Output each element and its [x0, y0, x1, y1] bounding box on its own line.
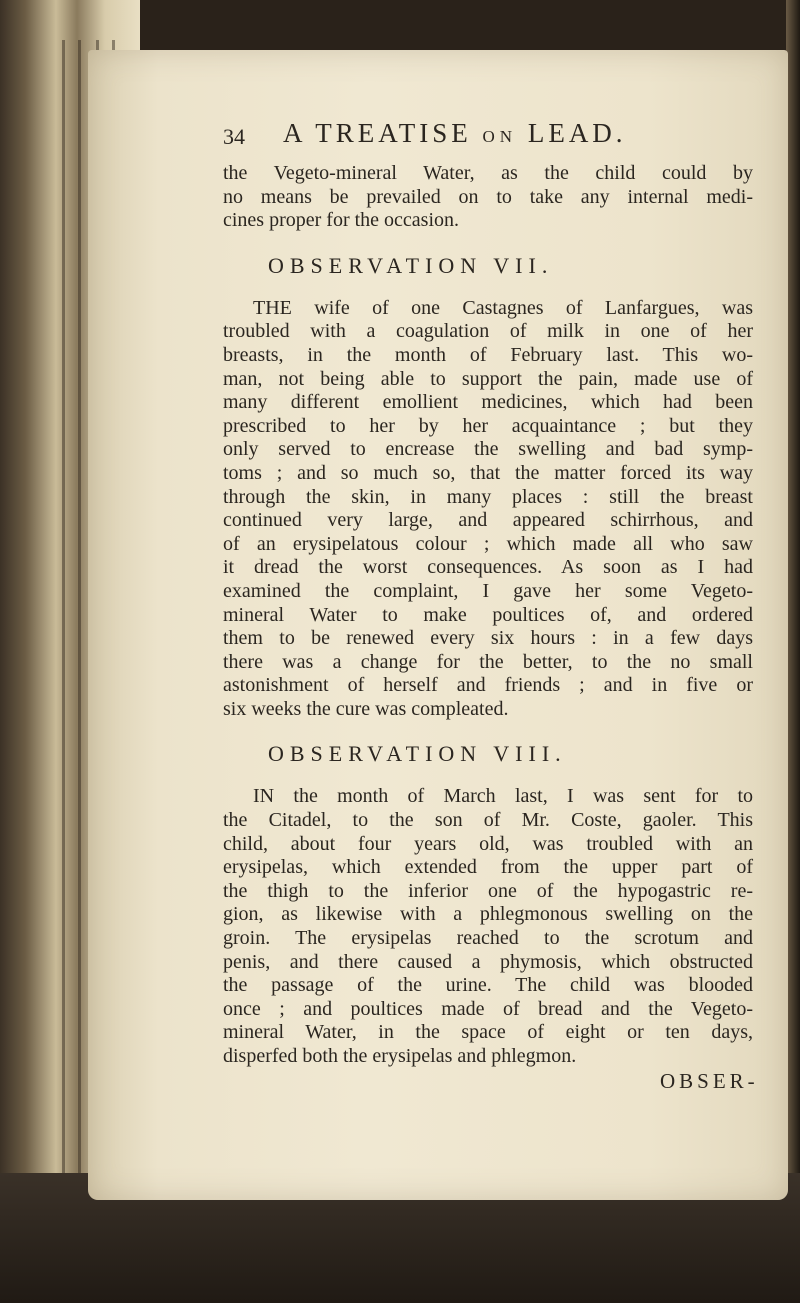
text-line: there was a change for the better, to the no small — [223, 650, 753, 673]
text-line: mineral Water, in the space of eight or ten days, — [223, 1021, 753, 1044]
text-line: toms ; and so much so, that the matter forced its way — [223, 461, 753, 484]
observation-vii-paragraph — [135, 297, 760, 722]
running-title-prefix: A TREATISE — [283, 118, 472, 148]
observation-vii-heading: OBSERVATION VII. — [268, 252, 554, 278]
text-line: IN the month of March last, I was sent for to — [253, 785, 753, 808]
text-line: man, not being able to support the pain, made use of — [223, 367, 753, 390]
text-line: no means be prevailed on to take any internal medi- — [223, 185, 753, 208]
text-line: once ; and poultices made of bread and the Vegeto- — [223, 997, 753, 1020]
opening-paragraph — [135, 162, 760, 233]
catchword: OBSER- — [660, 1068, 759, 1093]
text-block — [135, 118, 760, 1094]
text-line: groin. The erysipelas reached to the scrotum and — [223, 927, 753, 950]
text-line: penis, and there caused a phymosis, which obstructed — [223, 950, 753, 973]
text-line: erysipelas, which extended from the upper part of — [223, 856, 753, 879]
observation-viii-heading: OBSERVATION VIII. — [268, 741, 567, 767]
text-line: the passage of the urine. The child was blooded — [223, 974, 753, 997]
text-line: examined the complaint, I gave her some Vegeto- — [223, 579, 753, 602]
running-title — [283, 118, 627, 149]
text-line: prescribed to her by her acquaintance ; but they — [223, 414, 753, 437]
text-line: through the skin, in many places : still the breast — [223, 485, 753, 508]
text-line: it dread the worst consequences. As soon as I had — [223, 556, 753, 579]
text-line: breasts, in the month of February last. This wo- — [223, 343, 753, 366]
text-line: only served to encrease the swelling and bad symp- — [223, 438, 753, 461]
text-line: disperfed both the erysipelas and phlegmon. — [223, 1045, 577, 1067]
page-number: 34 — [223, 124, 245, 149]
text-line: the thigh to the inferior one of the hypogastric re- — [223, 879, 753, 902]
text-line: astonishment of herself and friends ; and in five or — [223, 674, 753, 697]
text-line: the Vegeto-mineral Water, as the child could by — [223, 162, 753, 184]
text-line: cines proper for the occasion. — [223, 209, 460, 232]
text-line: them to be renewed every six hours : in a few days — [223, 627, 753, 650]
text-line: continued very large, and appeared schirrhous, and — [223, 509, 753, 532]
text-line: troubled with a coagulation of milk in one of her — [223, 320, 753, 343]
text-line: mineral Water to make poultices of, and ordered — [223, 603, 753, 626]
text-line: the Citadel, to the son of Mr. Coste, gaoler. This — [223, 809, 753, 832]
page-edge-right — [786, 0, 800, 1303]
text-line: child, about four years old, was troubled with an — [223, 832, 753, 855]
running-title-suffix: LEAD. — [527, 118, 627, 148]
running-head — [135, 118, 760, 162]
text-line: many different emollient medicines, which had been — [223, 391, 753, 414]
text-line: THE wife of one Castagnes of Lanfargues, was — [253, 296, 753, 319]
text-line: six weeks the cure was compleated. — [223, 697, 509, 720]
text-line: gion, as likewise with a phlegmonous swelling on the — [223, 903, 753, 926]
text-line: of an erysipelatous colour ; which made all who saw — [223, 532, 753, 555]
running-title-connector: ON — [482, 127, 518, 146]
observation-viii-paragraph — [135, 785, 760, 1068]
